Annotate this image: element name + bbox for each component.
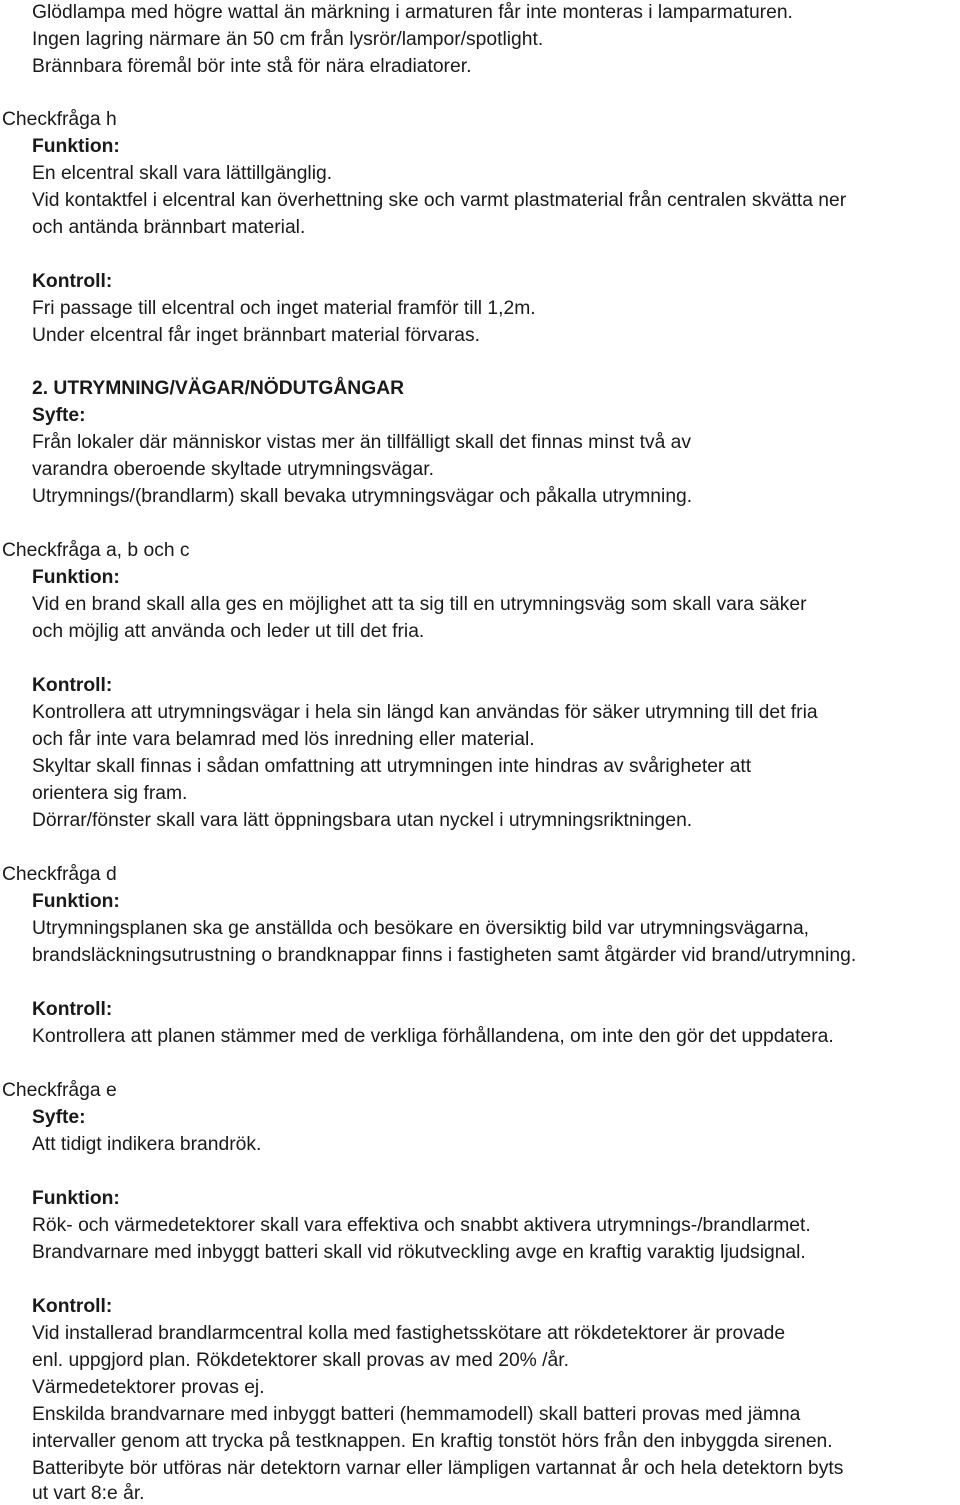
text-line: Vid installerad brandlarmcentral kolla med fastighetsskötare att rökdetektorer är provade [32, 1323, 786, 1344]
funktion-label: Funktion: [32, 1188, 120, 1209]
syfte-label: Syfte: [32, 405, 86, 426]
text-line: Att tidigt indikera brandrök. [32, 1134, 262, 1155]
kontroll-label: Kontroll: [32, 1296, 113, 1317]
kontroll-label: Kontroll: [32, 999, 113, 1020]
text-line: varandra oberoende skyltade utrymningsvägar. [32, 459, 434, 480]
text-line: och antända brännbart material. [32, 217, 306, 238]
text-line: Från lokaler där människor vistas mer än tillfälligt skall det finnas minst två av [32, 432, 692, 453]
text-line: Utrymnings/(brandlarm) skall bevaka utrymningsvägar och påkalla utrymning. [32, 486, 693, 507]
text-line: Kontrollera att planen stämmer med de verkliga förhållandena, om inte den gör det uppdatera. [32, 1026, 834, 1047]
text-line: ut vart 8:e år. [32, 1483, 145, 1504]
funktion-label: Funktion: [32, 136, 120, 157]
text-line: och möjlig att använda och leder ut till det fria. [32, 621, 425, 642]
text-line: Fri passage till elcentral och inget material framför till 1,2m. [32, 298, 536, 319]
checkfraga-abc-heading: Checkfråga a, b och c [2, 540, 190, 561]
text-line: En elcentral skall vara lättillgänglig. [32, 163, 333, 184]
section-title: 2. UTRYMNING/VÄGAR/NÖDUTGÅNGAR [32, 378, 405, 399]
text-line: Värmedetektorer provas ej. [32, 1377, 265, 1398]
text-line: Vid kontaktfel i elcentral kan överhettning ske och varmt plastmaterial från centralen skvätta ner [32, 190, 847, 211]
text-line: intervaller genom att trycka på testknappen. En kraftig tonstöt hörs från den inbyggda sirenen. [32, 1431, 833, 1452]
kontroll-label: Kontroll: [32, 271, 113, 292]
text-line: Skyltar skall finnas i sådan omfattning att utrymningen inte hindras av svårigheter att [32, 756, 752, 777]
text-line: orientera sig fram. [32, 783, 188, 804]
kontroll-label: Kontroll: [32, 675, 113, 696]
text-line: Vid en brand skall alla ges en möjlighet att ta sig till en utrymningsväg som skall vara säker [32, 594, 807, 615]
funktion-label: Funktion: [32, 567, 120, 588]
text-line: och får inte vara belamrad med lös inredning eller material. [32, 729, 535, 750]
text-line: Batteribyte bör utföras när detektorn varnar eller lämpligen vartannat år och hela detektorn byts [32, 1458, 844, 1479]
text-line: Under elcentral får inget brännbart material förvaras. [32, 325, 480, 346]
text-line: Dörrar/fönster skall vara lätt öppningsbara utan nyckel i utrymningsriktningen. [32, 810, 693, 831]
funktion-label: Funktion: [32, 891, 120, 912]
text-line: brandsläckningsutrustning o brandknappar finns i fastigheten samt åtgärder vid brand/utrymning. [32, 945, 857, 966]
checkfraga-e-heading: Checkfråga e [2, 1080, 117, 1101]
text-line: Enskilda brandvarnare med inbyggt batteri (hemmamodell) skall batteri provas med jämna [32, 1404, 801, 1425]
text-line: Kontrollera att utrymningsvägar i hela sin längd kan användas för säker utrymning till det fria [32, 702, 818, 723]
text-line: Rök- och värmedetektorer skall vara effektiva och snabbt aktivera utrymnings-/brandlarmet. [32, 1215, 811, 1236]
text-line: Brännbara föremål bör inte stå för nära elradiatorer. [32, 56, 472, 77]
text-line: Brandvarnare med inbyggt batteri skall vid rökutveckling avge en kraftig varaktig ljudsignal. [32, 1242, 806, 1263]
syfte-label: Syfte: [32, 1107, 86, 1128]
text-line: enl. uppgjord plan. Rökdetektorer skall provas av med 20% /år. [32, 1350, 569, 1371]
checkfraga-d-heading: Checkfråga d [2, 864, 117, 885]
text-line: Utrymningsplanen ska ge anställda och besökare en översiktig bild var utrymningsvägarna, [32, 918, 810, 939]
checkfraga-h-heading: Checkfråga h [2, 109, 117, 130]
text-line: Glödlampa med högre wattal än märkning i armaturen får inte monteras i lamparmaturen. [32, 2, 793, 23]
text-line: Ingen lagring närmare än 50 cm från lysrör/lampor/spotlight. [32, 29, 544, 50]
